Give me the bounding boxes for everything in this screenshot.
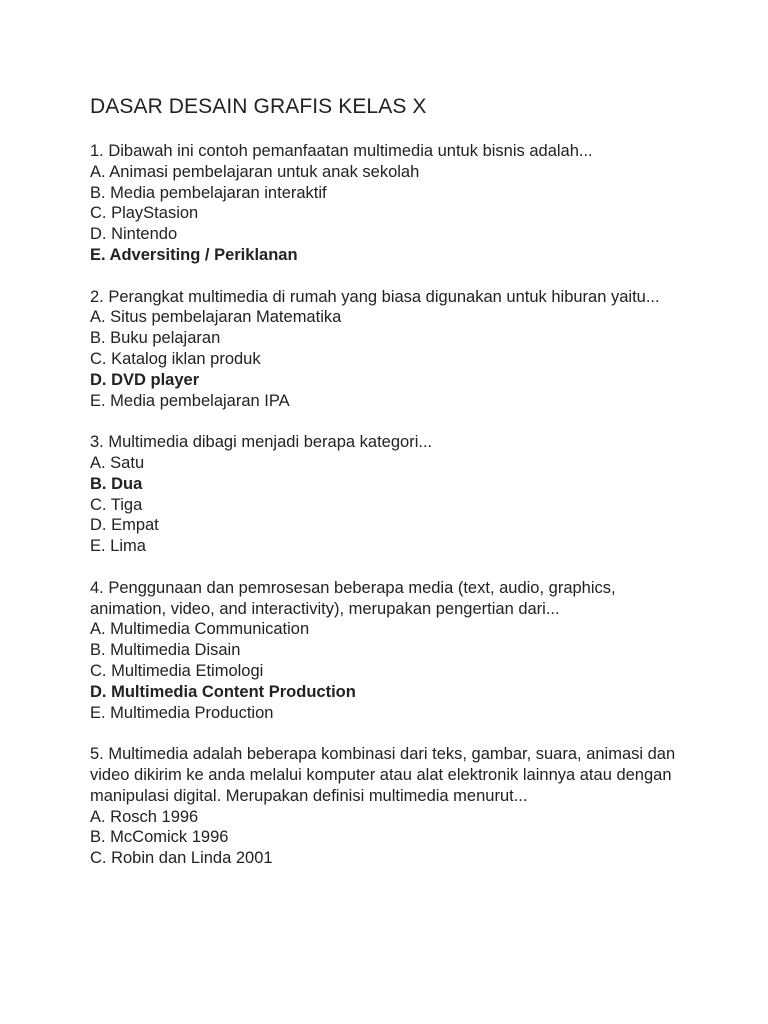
answer-option: B. Multimedia Disain	[90, 641, 241, 660]
answer-options	[90, 619, 690, 723]
answer-option: A. Rosch 1996	[90, 807, 199, 826]
question-block	[90, 744, 690, 869]
answer-option: A. Animasi pembelajaran untuk anak sekolah	[90, 162, 420, 181]
answer-option: D. Empat	[90, 516, 159, 535]
question-text: 4. Penggunaan dan pemrosesan beberapa media (text, audio, graphics, animation, video, and interactivity), merupakan pengertian dari...	[90, 578, 616, 618]
answer-option: C. Robin dan Linda 2001	[90, 849, 273, 868]
answer-option-correct: D. Multimedia Content Production	[90, 682, 356, 701]
answer-option: C. Katalog iklan produk	[90, 349, 261, 368]
answer-option-correct: D. DVD player	[90, 370, 200, 389]
answer-option: C. Tiga	[90, 495, 143, 514]
answer-option: B. Buku pelajaran	[90, 329, 221, 348]
answer-option: E. Multimedia Production	[90, 703, 274, 722]
answer-options	[90, 807, 690, 869]
answer-option: B. McComick 1996	[90, 828, 229, 847]
answer-option: D. Nintendo	[90, 225, 178, 244]
answer-option: B. Media pembelajaran interaktif	[90, 183, 327, 202]
question-block	[90, 141, 690, 266]
question-text: 5. Multimedia adalah beberapa kombinasi dari teks, gambar, suara, animasi dan video dikirim ke anda melalui komputer atau alat elektronik lainnya atau dengan manipulasi digital. Merupakan definisi multimedia menurut...	[90, 745, 676, 805]
question-block	[90, 287, 690, 412]
question-block	[90, 432, 690, 557]
question-text: 2. Perangkat multimedia di rumah yang biasa digunakan untuk hiburan yaitu...	[90, 287, 660, 306]
answer-option-correct: B. Dua	[90, 474, 143, 493]
answer-options	[90, 307, 690, 411]
answer-options	[90, 162, 690, 266]
answer-option: A. Satu	[90, 453, 145, 472]
answer-option: A. Multimedia Communication	[90, 620, 310, 639]
question-list	[90, 141, 690, 890]
answer-option: E. Lima	[90, 537, 146, 556]
answer-options	[90, 453, 690, 557]
question-text: 3. Multimedia dibagi menjadi berapa kategori...	[90, 433, 433, 452]
answer-option: E. Media pembelajaran IPA	[90, 391, 290, 410]
question-block	[90, 578, 690, 724]
document-title: DASAR DESAIN GRAFIS KELAS X	[90, 95, 427, 118]
answer-option-correct: E. Adversiting / Periklanan	[90, 245, 298, 264]
answer-option: C. PlayStasion	[90, 204, 199, 223]
answer-option: C. Multimedia Etimologi	[90, 661, 264, 680]
answer-option: A. Situs pembelajaran Matematika	[90, 308, 342, 327]
question-text: 1. Dibawah ini contoh pemanfaatan multimedia untuk bisnis adalah...	[90, 142, 593, 160]
